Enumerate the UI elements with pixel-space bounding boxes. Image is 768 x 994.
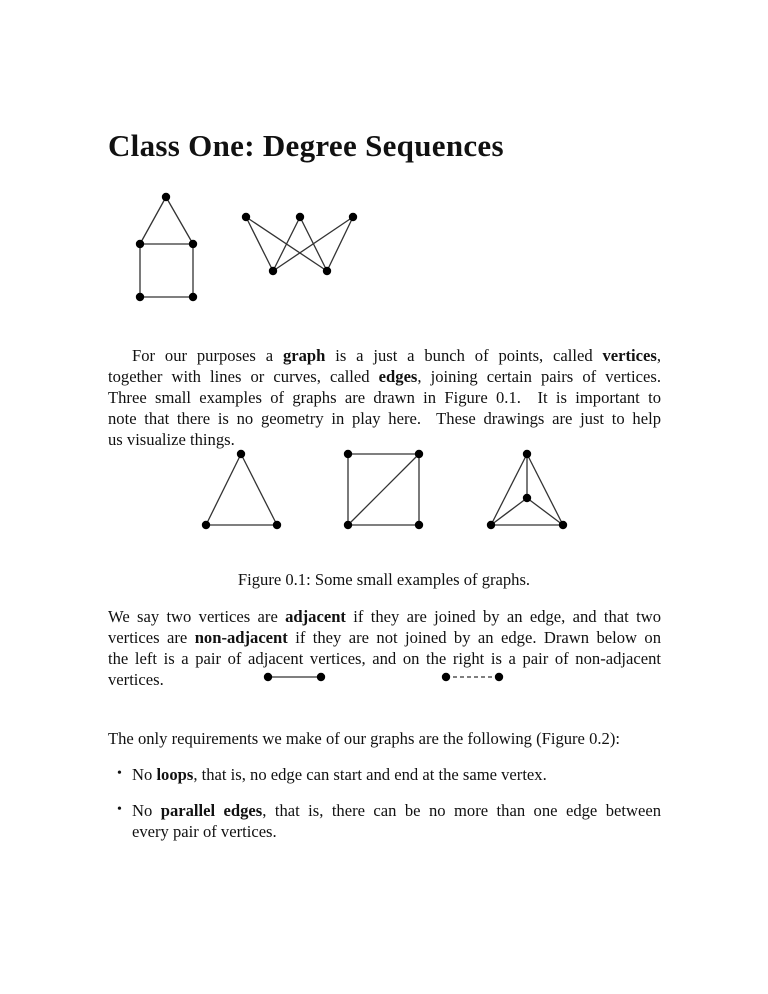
graph-edge (273, 217, 353, 271)
graph-edge (491, 498, 527, 525)
graph-vertex (296, 213, 304, 221)
graph-vertex (344, 450, 352, 458)
graph-edge (527, 454, 563, 525)
graph-vertex (136, 240, 144, 248)
graph-vertex (559, 521, 567, 529)
paragraph-line (108, 388, 661, 408)
graph-edge (140, 197, 166, 244)
graph-vertex (323, 267, 331, 275)
text-span: For our purposes a (132, 346, 283, 365)
graph-edge (273, 217, 300, 271)
graph-vertex (415, 450, 423, 458)
square-diagonal-graph (344, 450, 423, 529)
text-span: us visualize things. (108, 430, 235, 449)
bold-term: adjacent (285, 607, 346, 626)
paragraph-line (108, 409, 661, 429)
bullet-item-line (132, 765, 661, 785)
k4-graph (487, 450, 567, 529)
graph-vertex (189, 240, 197, 248)
text-span: every pair of vertices. (132, 822, 277, 841)
text-span: note that there is no geometry in play here. These drawings are just to help (108, 409, 661, 428)
bullet-icon: • (117, 802, 122, 817)
graph-vertex (523, 494, 531, 502)
paragraph-line (108, 607, 661, 627)
graph-edge (246, 217, 273, 271)
bold-term: edges (378, 367, 418, 386)
bipartite-graph (242, 213, 357, 275)
figure-caption: Figure 0.1: Some small examples of graphs. (237, 570, 531, 589)
triangle-graph (202, 450, 281, 529)
paragraph-line (132, 346, 661, 366)
graph-vertex (269, 267, 277, 275)
bold-term: non-adjacent (194, 628, 288, 647)
text-span: Three small examples of graphs are drawn in Figure 0.1. It is important to (108, 388, 661, 407)
graph-vertex (202, 521, 210, 529)
graph-vertex (273, 521, 281, 529)
graph-vertex (487, 521, 495, 529)
graph-edge (527, 498, 563, 525)
graph-vertex (162, 193, 170, 201)
bullet-icon: • (117, 766, 122, 781)
bullet-item-line (132, 801, 661, 821)
graph-vertex (523, 450, 531, 458)
text-span: vertices. (108, 670, 164, 689)
graph-vertex (344, 521, 352, 529)
paragraph-line (108, 729, 661, 749)
paragraph-line (108, 430, 661, 450)
text-span: , that is, there can be no more than one edge between (262, 801, 661, 820)
bold-term: loops (156, 765, 194, 784)
graph-vertex (237, 450, 245, 458)
page-title: Class One: Degree Sequences (108, 128, 504, 163)
graph-edge (491, 454, 527, 525)
graph-vertex (189, 293, 197, 301)
text-span: vertices are (108, 628, 195, 647)
text-span: No (132, 801, 161, 820)
graph-vertex (349, 213, 357, 221)
text-span: together with lines or curves, called (108, 367, 379, 386)
graph-vertex (136, 293, 144, 301)
bold-term: parallel edges (160, 801, 263, 820)
text-span: the left is a pair of adjacent vertices, and on the right is a pair of non-adjacent (108, 649, 661, 668)
graph-edge (166, 197, 193, 244)
graph-vertex (242, 213, 250, 221)
text-span: if they are not joined by an edge. Drawn below on (287, 628, 661, 647)
graph-vertex (415, 521, 423, 529)
text-span: if they are joined by an edge, and that two (345, 607, 661, 626)
paragraph-line (108, 628, 661, 648)
paragraph-line (108, 649, 661, 669)
text-span: , (656, 346, 661, 365)
text-span: is a just a bunch of points, called (325, 346, 603, 365)
text-span: We say two vertices are (108, 607, 286, 626)
house-graph (136, 193, 197, 301)
paragraph-line (108, 367, 661, 387)
bullet-item-line (132, 822, 661, 842)
text-span: , that is, no edge can start and end at the same vertex. (193, 765, 547, 784)
graph-edge (348, 454, 419, 525)
text-span: No (132, 765, 157, 784)
bold-term: vertices (602, 346, 657, 365)
bold-term: graph (282, 346, 326, 365)
graph-edge (241, 454, 277, 525)
graph-edge (206, 454, 241, 525)
paragraph-line (108, 670, 661, 690)
text-span: , joining certain pairs of vertices. (417, 367, 661, 386)
text-span: The only requirements we make of our graphs are the following (Figure 0.2): (108, 729, 620, 748)
